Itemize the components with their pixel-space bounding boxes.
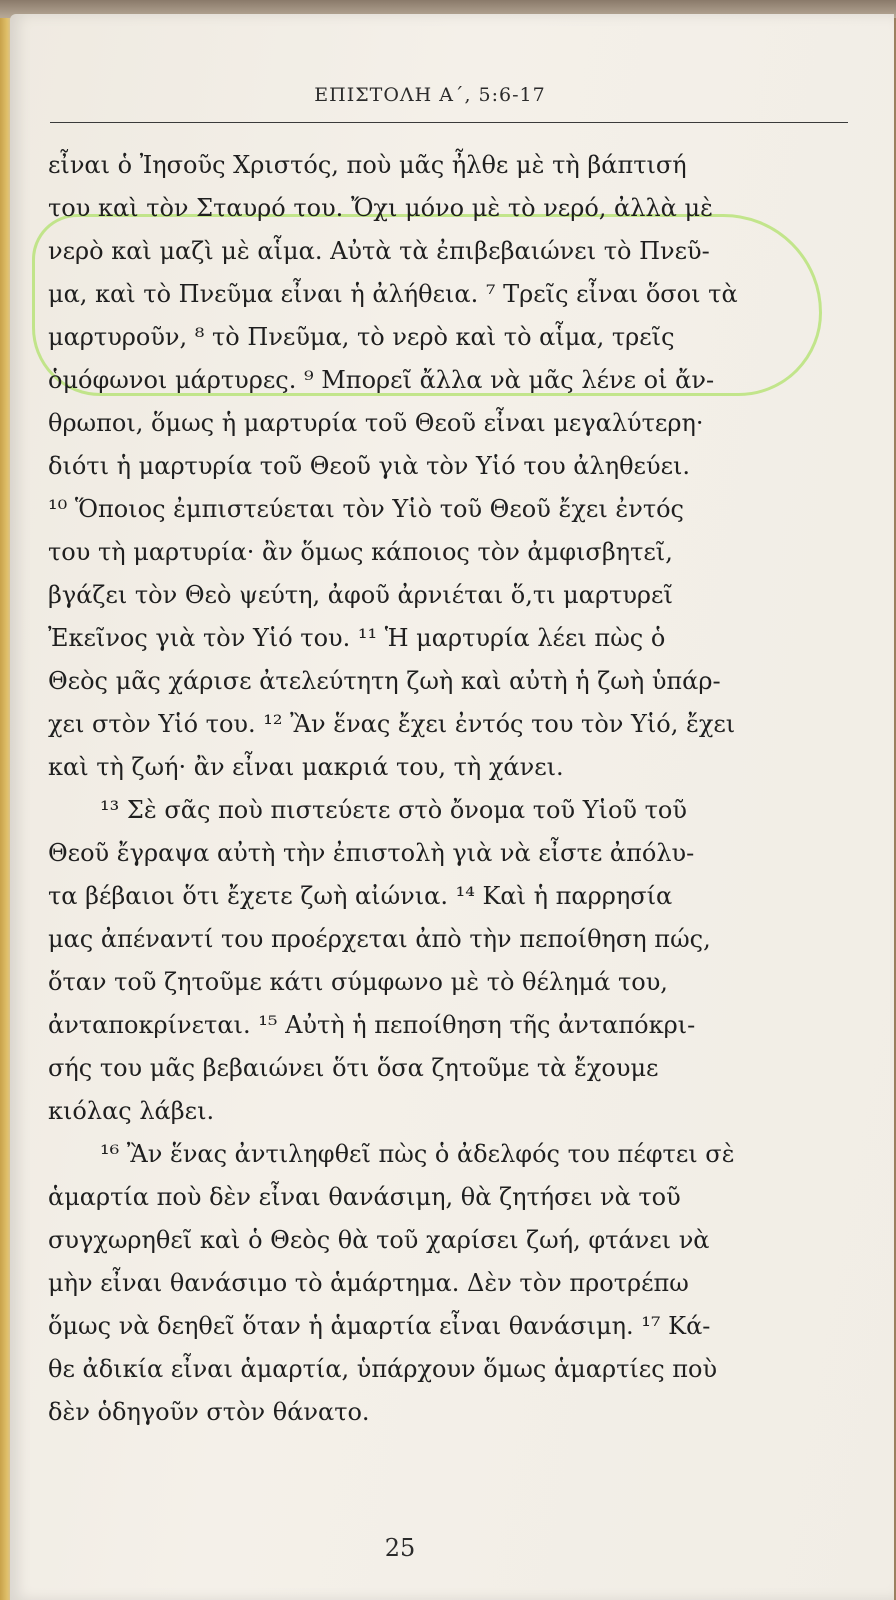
text-line: ¹⁰ Ὅποιος ἐμπιστεύεται τὸν Υἱὸ τοῦ Θεοῦ ἔχει ἐντός bbox=[48, 495, 684, 523]
text-line: ἁμαρτία ποὺ δὲν εἶναι θανάσιμη, θὰ ζητήσει νὰ τοῦ bbox=[48, 1183, 681, 1211]
book-page bbox=[10, 14, 894, 1600]
text-line: ἀνταποκρίνεται. ¹⁵ Αὐτὴ ἡ πεποίθηση τῆς ἀνταπόκρι- bbox=[48, 1011, 696, 1039]
text-line: τα βέβαιοι ὅτι ἔχετε ζωὴ αἰώνια. ¹⁴ Καὶ ἡ παρρησία bbox=[48, 882, 673, 910]
text-line: διότι ἡ μαρτυρία τοῦ Θεοῦ γιὰ τὸν Υἱό του ἀληθεύει. bbox=[48, 452, 691, 480]
running-head: ΕΠΙΣΤΟΛΗ Α΄, 5:6-17 bbox=[314, 84, 546, 106]
text-line: καὶ τὴ ζωή· ἂν εἶναι μακριά του, τὴ χάνει. bbox=[48, 753, 564, 781]
text-line: μας ἀπέναντί του προέρχεται ἀπὸ τὴν πεποίθηση πώς, bbox=[48, 925, 711, 953]
text-line: ὅταν τοῦ ζητοῦμε κάτι σύμφωνο μὲ τὸ θέλημά του, bbox=[48, 968, 668, 996]
text-line: ὁμόφωνοι μάρτυρες. ⁹ Μπορεῖ ἄλλα νὰ μᾶς λένε οἱ ἄν- bbox=[48, 366, 715, 394]
text-line: μὴν εἶναι θανάσιμο τὸ ἁμάρτημα. Δὲν τὸν προτρέπω bbox=[48, 1269, 689, 1297]
text-line: του καὶ τὸν Σταυρό του. Ὄχι μόνο μὲ τὸ νερό, ἀλλὰ μὲ bbox=[48, 194, 713, 222]
text-line: εἶναι ὁ Ἰησοῦς Χριστός, ποὺ μᾶς ἦλθε μὲ τὴ βάπτισή bbox=[48, 151, 687, 179]
text-line: Ἐκεῖνος γιὰ τὸν Υἱό του. ¹¹ Ἡ μαρτυρία λέει πὼς ὁ bbox=[48, 624, 666, 652]
text-line: ¹⁶ Ἂν ἕνας ἀντιληφθεῖ πὼς ὁ ἀδελφός του πέφτει σὲ bbox=[100, 1140, 735, 1168]
header-rule bbox=[50, 122, 848, 123]
text-line: δὲν ὁδηγοῦν στὸν θάνατο. bbox=[48, 1398, 370, 1426]
text-line: Θεὸς μᾶς χάρισε ἀτελεύτητη ζωὴ καὶ αὐτὴ ἡ ζωὴ ὑπάρ- bbox=[48, 667, 721, 695]
text-line: θρωποι, ὅμως ἡ μαρτυρία τοῦ Θεοῦ εἶναι μεγαλύτερη· bbox=[48, 409, 704, 437]
page-number: 25 bbox=[384, 1534, 416, 1562]
text-line: Θεοῦ ἔγραψα αὐτὴ τὴν ἐπιστολὴ γιὰ νὰ εἶστε ἀπόλυ- bbox=[48, 839, 695, 867]
text-line: θε ἀδικία εἶναι ἁμαρτία, ὑπάρχουν ὅμως ἁμαρτίες ποὺ bbox=[48, 1355, 718, 1383]
text-line: μαρτυροῦν, ⁸ τὸ Πνεῦμα, τὸ νερὸ καὶ τὸ αἷμα, τρεῖς bbox=[48, 323, 675, 351]
text-line: βγάζει τὸν Θεὸ ψεύτη, ἀφοῦ ἀρνιέται ὅ,τι μαρτυρεῖ bbox=[48, 581, 673, 609]
page-body bbox=[48, 144, 848, 1434]
text-line: μα, καὶ τὸ Πνεῦμα εἶναι ἡ ἀλήθεια. ⁷ Τρεῖς εἶναι ὅσοι τὰ bbox=[48, 280, 738, 308]
text-line: χει στὸν Υἱό του. ¹² Ἂν ἕνας ἔχει ἐντός του τὸν Υἱό, ἔχει bbox=[48, 710, 736, 738]
text-line: του τὴ μαρτυρία· ἂν ὅμως κάποιος τὸν ἀμφισβητεῖ, bbox=[48, 538, 673, 566]
text-line: σής του μᾶς βεβαιώνει ὅτι ὅσα ζητοῦμε τὰ ἔχουμε bbox=[48, 1054, 659, 1082]
text-line: ὅμως νὰ δεηθεῖ ὅταν ἡ ἁμαρτία εἶναι θανάσιμη. ¹⁷ Κά- bbox=[48, 1312, 711, 1340]
text-line: κιόλας λάβει. bbox=[48, 1097, 215, 1125]
text-line: ¹³ Σὲ σᾶς ποὺ πιστεύετε στὸ ὄνομα τοῦ Υἱοῦ τοῦ bbox=[100, 796, 687, 824]
text-line: νερὸ καὶ μαζὶ μὲ αἷμα. Αὐτὰ τὰ ἐπιβεβαιώνει τὸ Πνεῦ- bbox=[48, 237, 710, 265]
text-line: συγχωρηθεῖ καὶ ὁ Θεὸς θὰ τοῦ χαρίσει ζωή, φτάνει νὰ bbox=[48, 1226, 710, 1254]
